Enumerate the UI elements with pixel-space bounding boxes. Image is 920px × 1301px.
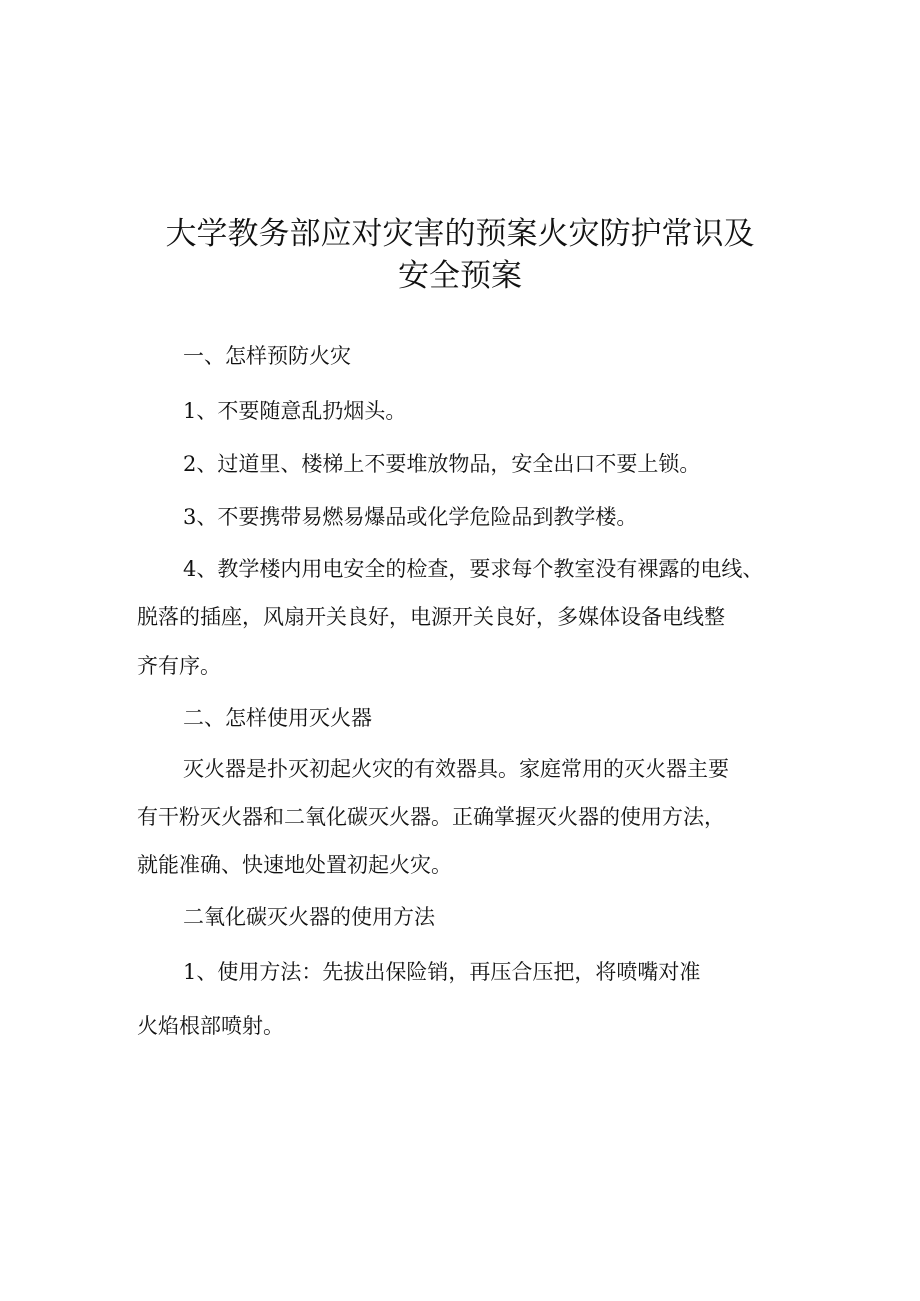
section-heading-prevent-fire: 一、怎样预防火灾	[183, 344, 351, 368]
subheading-co2-usage: 二氧化碳灭火器的使用方法	[183, 905, 435, 929]
paragraph-item-2: 2、过道里、楼梯上不要堆放物品，安全出口不要上锁。	[183, 452, 701, 476]
paragraph-item-1: 1、不要随意乱扔烟头。	[183, 399, 407, 423]
document-title-line-1: 大学教务部应对灾害的预案火灾防护常识及	[165, 216, 755, 252]
paragraph-intro-line-3: 就能准确、快速地处置初起火灾。	[137, 853, 452, 877]
paragraph-item-4-line-3: 齐有序。	[137, 654, 221, 678]
paragraph-usage-line-1: 1、使用方法：先拔出保险销，再压合压把，将喷嘴对准	[183, 960, 701, 984]
paragraph-usage-line-2: 火焰根部喷射。	[137, 1014, 284, 1038]
paragraph-item-4-line-2: 脱落的插座，风扇开关良好，电源开关良好，多媒体设备电线整	[137, 605, 725, 629]
paragraph-intro-line-2: 有干粉灭火器和二氧化碳灭火器。正确掌握灭火器的使用方法，	[137, 805, 725, 829]
document-title-line-2: 安全预案	[398, 258, 522, 294]
section-heading-use-extinguisher: 二、怎样使用灭火器	[183, 706, 372, 730]
paragraph-item-4-line-1: 4、教学楼内用电安全的检查，要求每个教室没有裸露的电线、	[183, 557, 764, 581]
paragraph-intro-line-1: 灭火器是扑灭初起火灾的有效器具。家庭常用的灭火器主要	[183, 757, 729, 781]
paragraph-item-3: 3、不要携带易燃易爆品或化学危险品到教学楼。	[183, 505, 638, 529]
